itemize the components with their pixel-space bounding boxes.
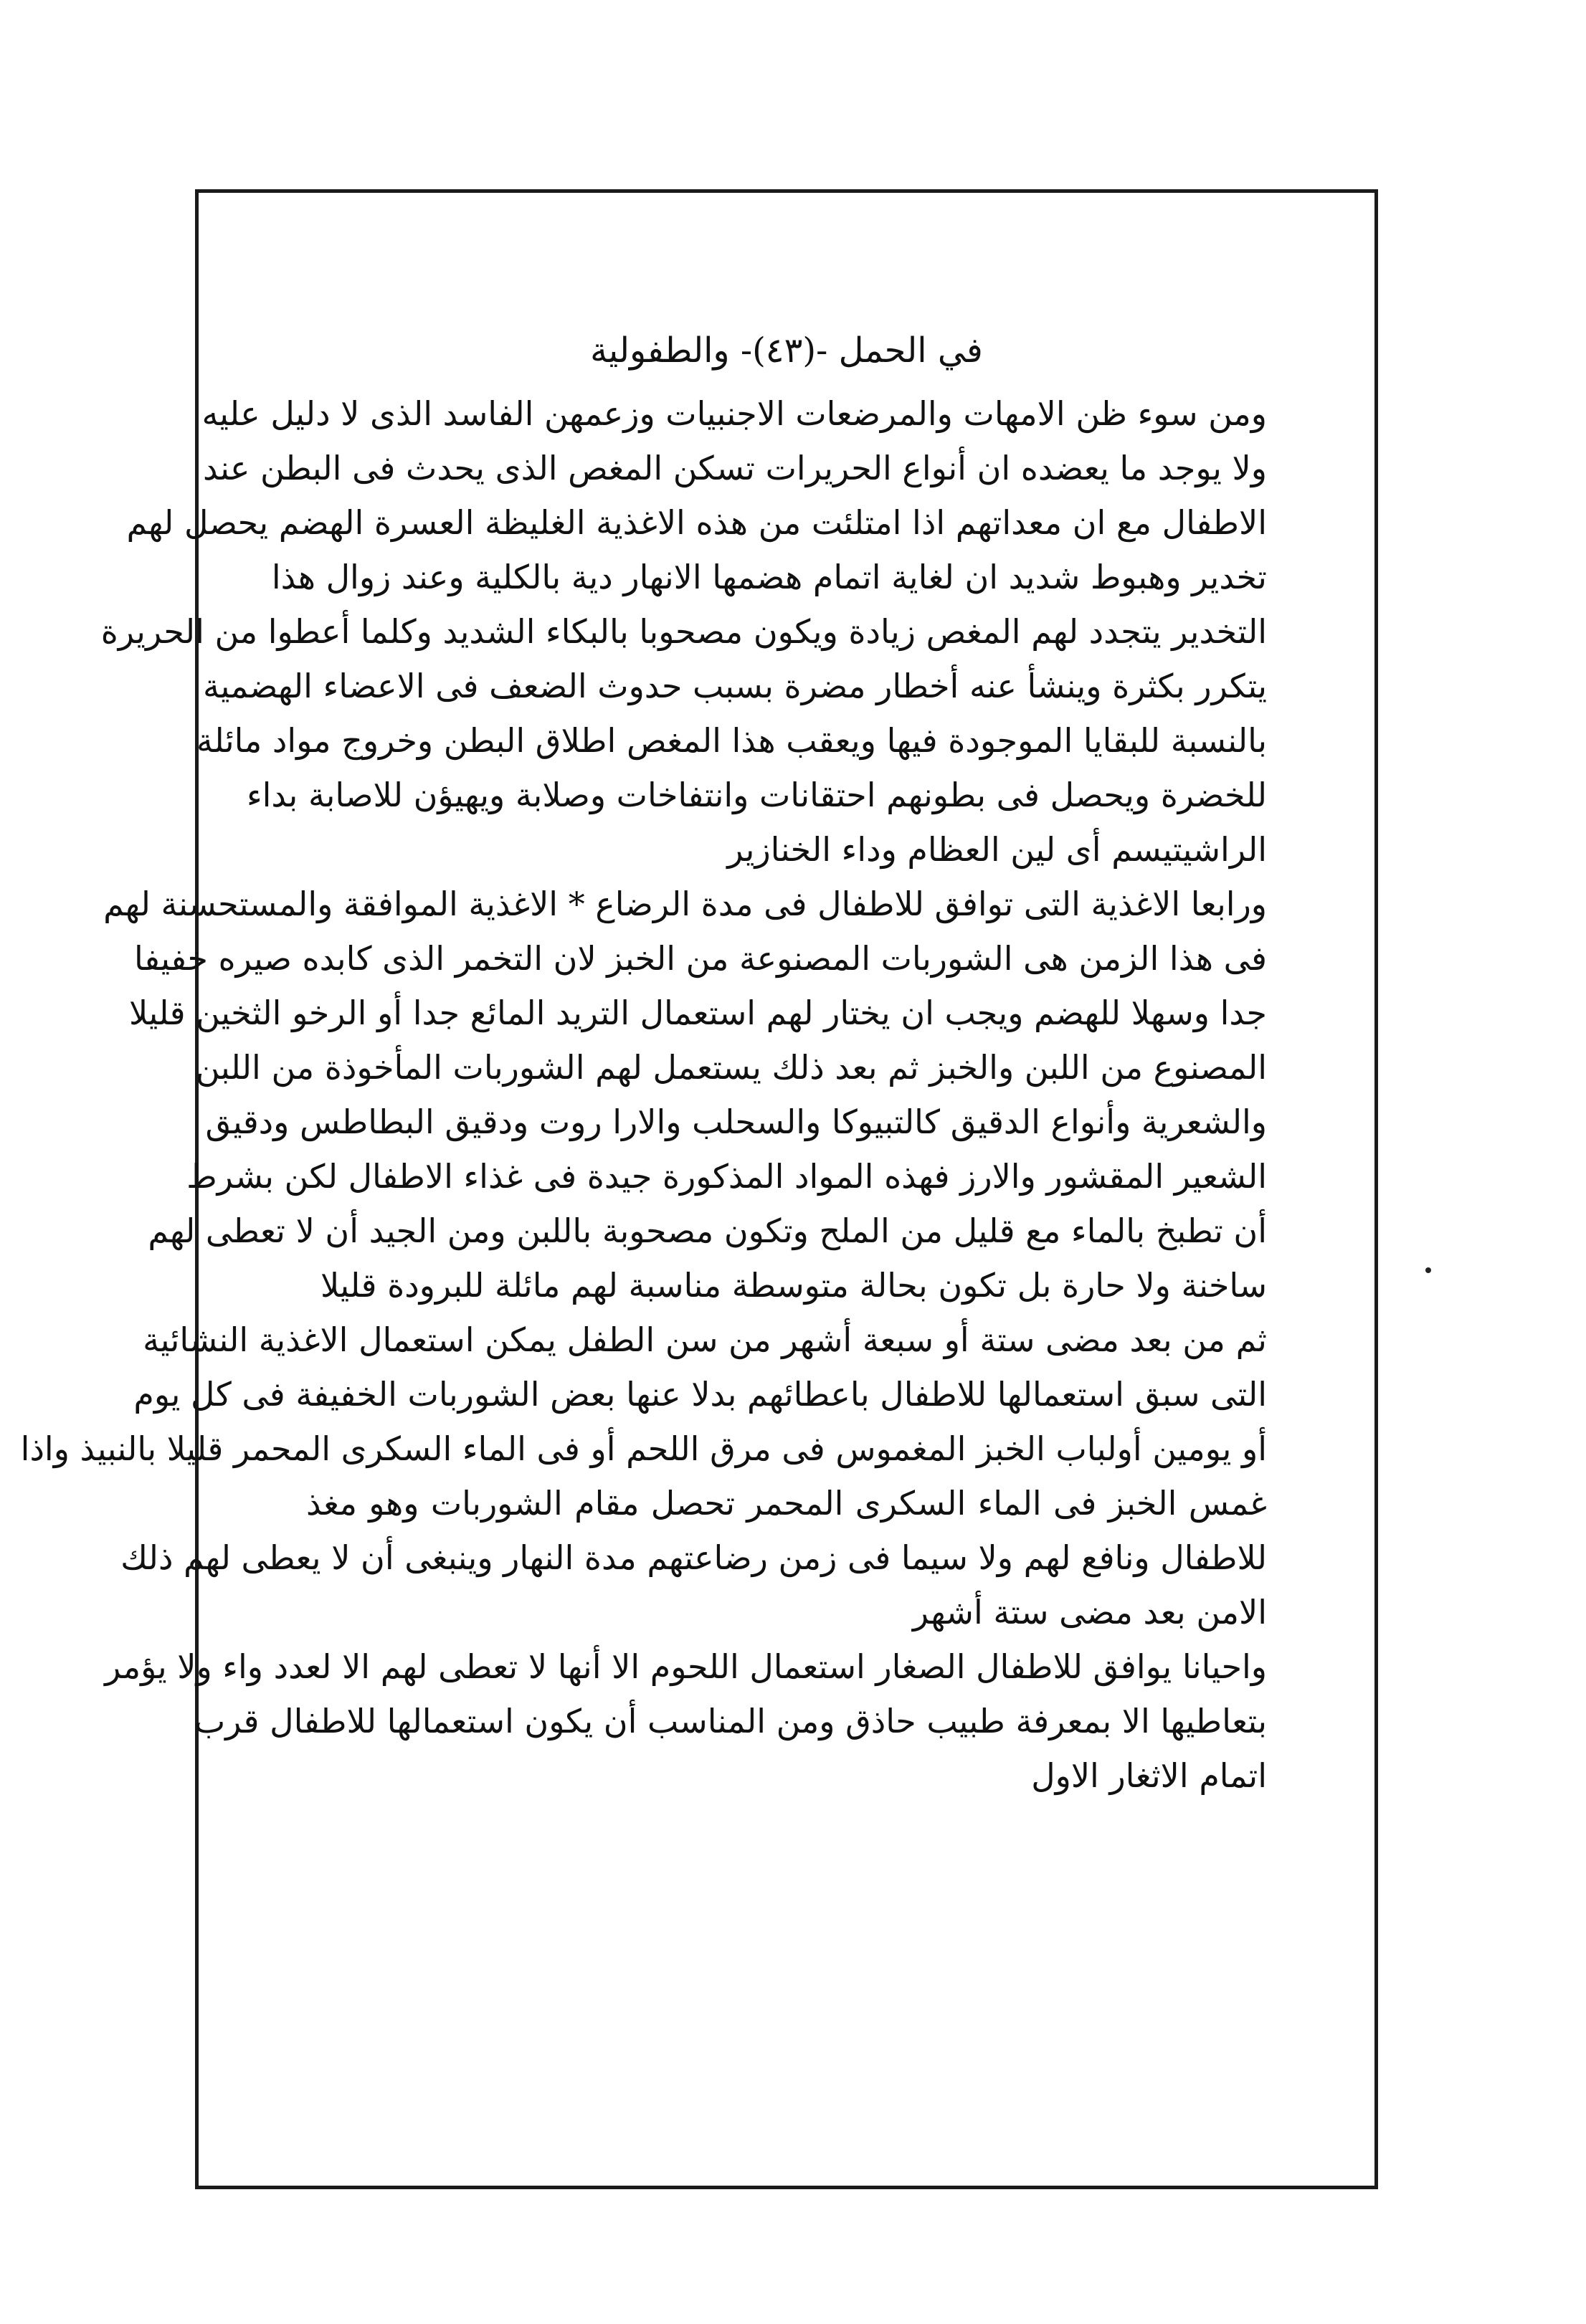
text-line: اتمام الاثغار الاول	[1031, 1756, 1267, 1795]
text-line: للخضرة ويحصل فى بطونهم احتقانات وانتفاخات وصلابة ويهيؤن للاصابة بداء	[246, 776, 1267, 814]
text-line: جدا وسهلا للهضم ويجب ان يختار لهم استعمال التريد المائع جدا أو الرخو الثخين قليلا	[129, 994, 1267, 1032]
text-line: غمس الخبز فى الماء السكرى المحمر تحصل مقام الشوربات وهو مغذ	[306, 1484, 1267, 1523]
text-line: ومن سوء ظن الامهات والمرضعات الاجنبيات وزعمهن الفاسد الذى لا دليل عليه	[201, 394, 1267, 433]
text-line: ولا يوجد ما يعضده ان أنواع الحريرات تسكن المغص الذى يحدث فى البطن عند	[202, 449, 1267, 487]
text-line: ساخنة ولا حارة بل تكون بحالة متوسطة مناسبة لهم مائلة للبرودة قليلا	[320, 1266, 1267, 1305]
text-line: الراشيتيسم أى لين العظام وداء الخنازير	[727, 830, 1267, 869]
text-line: فى هذا الزمن هى الشوربات المصنوعة من الخبز لان التخمر الذى كابده صيره خفيفا	[134, 939, 1267, 978]
text-line: المصنوع من اللبن والخبز ثم بعد ذلك يستعمل لهم الشوربات المأخوذة من اللبن	[195, 1048, 1267, 1087]
text-line: واحيانا يوافق للاطفال الصغار استعمال اللحوم الا أنها لا تعطى لهم الا لعدد واء ولا يؤمر	[105, 1647, 1267, 1686]
text-line: أن تطبخ بالماء مع قليل من الملح وتكون مصحوبة باللبن ومن الجيد أن لا تعطى لهم	[148, 1211, 1267, 1250]
page-header: في الحمل -(٤٣)- والطفولية	[590, 330, 983, 371]
text-line: ورابعا الاغذية التى توافق للاطفال فى مدة الرضاع * الاغذية الموافقة والمستحسنة لهم	[103, 885, 1267, 923]
text-line: بالنسبة للبقايا الموجودة فيها ويعقب هذا المغص اطلاق البطن وخروج مواد مائلة	[196, 721, 1267, 760]
text-line: التخدير يتجدد لهم المغص زيادة ويكون مصحوبا بالبكاء الشديد وكلما أعطوا من الحريرة	[100, 612, 1267, 651]
text-line: الاطفال مع ان معداتهم اذا امتلئت من هذه الاغذية الغليظة العسرة الهضم يحصل لهم	[126, 503, 1267, 542]
text-line: يتكرر بكثرة وينشأ عنه أخطار مضرة بسبب حدوث الضعف فى الاعضاء الهضمية	[202, 667, 1267, 705]
text-line: التى سبق استعمالها للاطفال باعطائهم بدلا عنها بعض الشوربات الخفيفة فى كل يوم	[133, 1375, 1267, 1414]
text-line: للاطفال ونافع لهم ولا سيما فى زمن رضاعتهم مدة النهار وينبغى أن لا يعطى لهم ذلك	[120, 1538, 1267, 1577]
text-line: أو يومين أولباب الخبز المغموس فى مرق اللحم أو فى الماء السكرى المحمر قليلا بالنبيذ واذا	[20, 1429, 1267, 1468]
text-line: تخدير وهبوط شديد ان لغاية اتمام هضمها الانهار دية بالكلية وعند زوال هذا	[271, 558, 1267, 596]
page-frame	[20, 189, 1378, 2189]
text-line: بتعاطيها الا بمعرفة طبيب حاذق ومن المناسب أن يكون استعمالها للاطفال قرب	[194, 1702, 1267, 1740]
text-line: الشعير المقشور والارز فهذه المواد المذكورة جيدة فى غذاء الاطفال لكن بشرط	[186, 1157, 1267, 1196]
text-line: ثم من بعد مضى ستة أو سبعة أشهر من سن الطفل يمكن استعمال الاغذية النشائية	[143, 1320, 1267, 1359]
text-line: والشعرية وأنواع الدقيق كالتبيوكا والسحلب والارا روت ودقيق البطاطس ودقيق	[205, 1103, 1267, 1141]
scan-speck	[1425, 1267, 1431, 1273]
body-text	[20, 386, 1267, 1803]
text-line: الامن بعد مضى ستة أشهر	[912, 1593, 1267, 1632]
